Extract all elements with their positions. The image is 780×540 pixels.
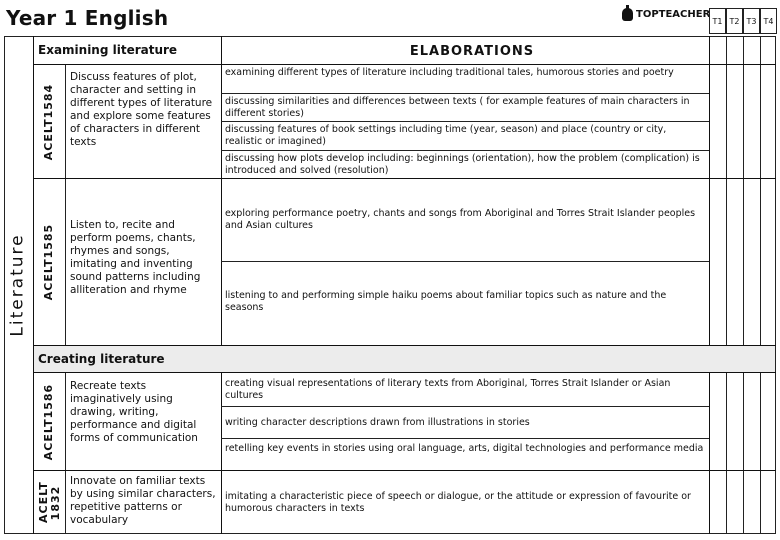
row-divider (33, 372, 776, 373)
elaboration-divider (221, 93, 709, 94)
elaboration-item: listening to and performing simple haiku poems about familiar topics such as nature and the seasons (225, 290, 667, 313)
outcome-code: ACELT1584 (42, 83, 56, 160)
section-heading-examining: Examining literature (38, 43, 178, 57)
row-divider (33, 178, 776, 179)
outcome-description: Recreate texts imaginatively using drawing, writing, performance and digital forms of communication (70, 380, 198, 444)
term-divider (709, 372, 710, 534)
elaboration-divider (221, 121, 709, 122)
page-title: Year 1 English (6, 6, 169, 30)
elaboration-item: discussing similarities and differences between texts ( for example features of main characters in different stories) (225, 96, 690, 119)
outcome-description: Discuss features of plot, character and setting in different types of literature and explore some features of characters in different texts (70, 71, 213, 148)
term-divider (743, 372, 744, 534)
strand-label (4, 36, 32, 534)
term-header-t2: T2 (726, 8, 743, 34)
elaboration-item: creating visual representations of literary texts from Aboriginal, Torres Strait Islander or Asian cultures (225, 378, 671, 401)
outcome-code: ACELT1586 (42, 383, 56, 460)
apple-icon (622, 8, 633, 21)
outcome-description: Listen to, recite and perform poems, chants, rhymes and songs, imitating and inventing sound patterns including alliteration and rhyme (70, 219, 201, 296)
term-divider (726, 372, 727, 534)
term-divider (760, 372, 761, 534)
elaboration-item: retelling key events in stories using oral language, arts, digital technologies and performance media (225, 443, 704, 454)
elaboration-item: exploring performance poetry, chants and songs from Aboriginal and Torres Strait Islander peoples and Asian cultures (225, 208, 696, 231)
term-header-t3: T3 (743, 8, 760, 34)
brand-name: TOPTEACHER (636, 9, 711, 20)
term-divider (760, 36, 761, 346)
elaboration-divider (221, 150, 709, 151)
elaborations-heading: ELABORATIONS (409, 43, 535, 59)
row-divider (33, 470, 776, 471)
outcome-code: ACELT 1832 (36, 480, 62, 523)
elaboration-item: writing character descriptions drawn from illustrations in stories (225, 417, 530, 428)
outcome-description: Innovate on familiar texts by using similar characters, repetitive patterns or vocabulary (70, 475, 216, 526)
term-divider (726, 36, 727, 346)
term-header-t4: T4 (760, 8, 777, 34)
brand-logo (622, 8, 710, 21)
term-divider (743, 36, 744, 346)
row-divider (33, 64, 776, 65)
elaboration-item: discussing features of book settings including time (year, season) and place (country or city, realistic or imagined) (225, 124, 667, 147)
elaboration-item: examining different types of literature including traditional tales, humorous stories and poetry (225, 67, 674, 78)
outcome-code: ACELT1585 (42, 223, 56, 301)
elaboration-item: imitating a characteristic piece of speech or dialogue, or the attitude or expression of favourite or humorous characters in texts (225, 491, 691, 514)
elaboration-divider (221, 406, 709, 407)
elaboration-item: discussing how plots develop including: beginnings (orientation), how the problem (complication) is introduced and solved (resolution) (225, 153, 700, 176)
section-heading-creating: Creating literature (38, 352, 165, 366)
row-divider (33, 345, 776, 346)
elaboration-divider (221, 438, 709, 439)
term-divider (709, 36, 710, 346)
elaboration-divider (221, 261, 709, 262)
strand-name: Literature (8, 233, 28, 337)
term-header-t1: T1 (709, 8, 726, 34)
